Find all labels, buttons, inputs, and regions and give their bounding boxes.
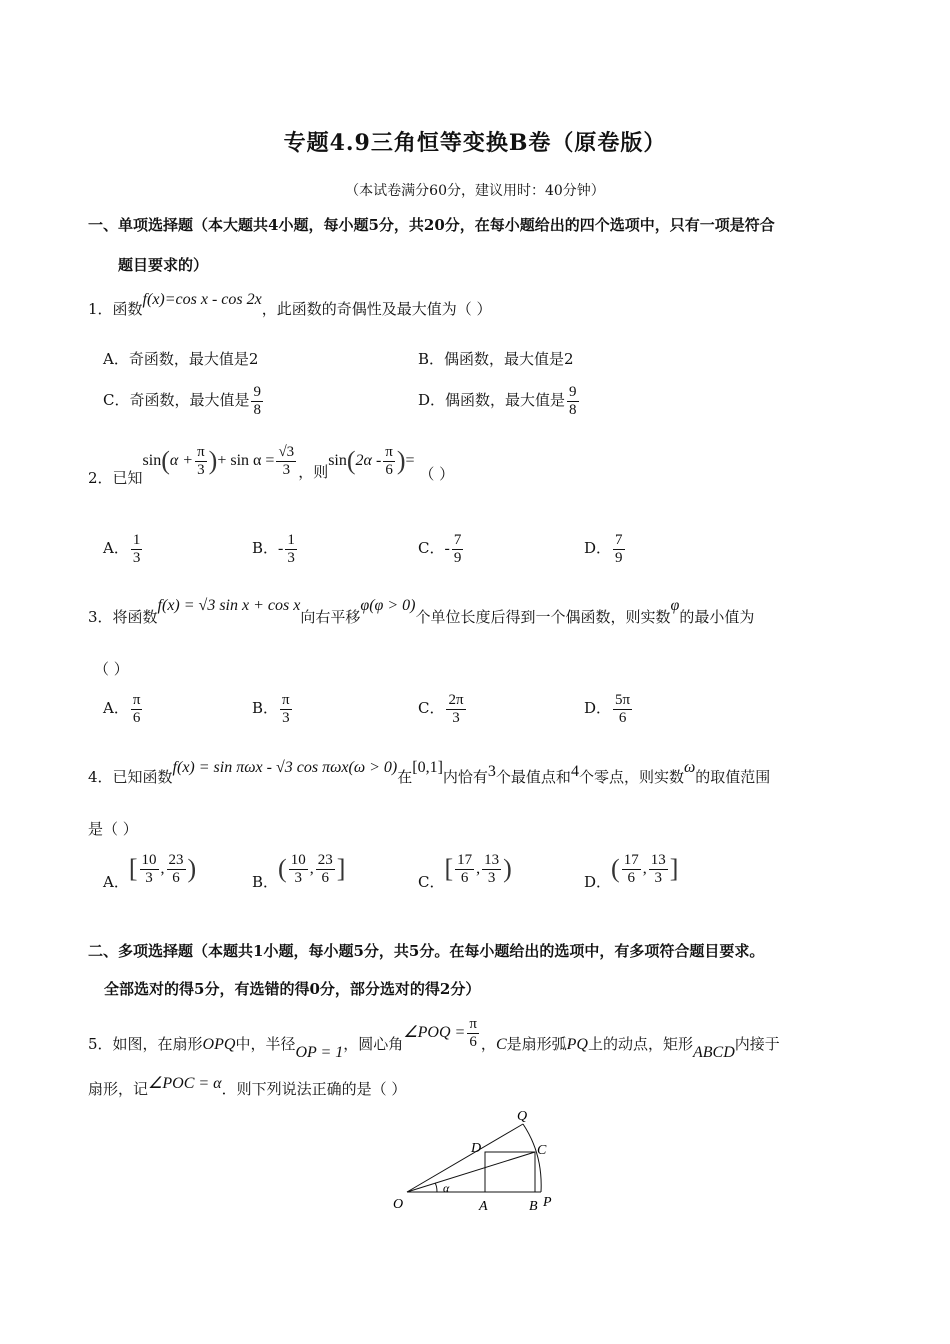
q4-formula: f(x) = sin πωx - √3 cos πωx(ω > 0) (172, 759, 398, 776)
q3-stem (88, 597, 755, 627)
q5-op1: OP = 1 (295, 1044, 344, 1061)
q1-stem (88, 291, 492, 319)
section2-heading: 二、多项选择题（本题共1小题，每小题5分，共5分。在每小题给出的选项中，有多项符合题目要求。 (88, 942, 765, 960)
q3-phi: φ (670, 597, 680, 614)
q1-option-b[interactable]: B．偶函数，最大值是2 (418, 350, 574, 368)
q2-num: 2．已知 (88, 469, 143, 487)
q3-paren: （ ） (94, 660, 129, 678)
q3-option-b[interactable]: B． $\frac{\pi}{3}$ (252, 692, 290, 726)
q4-option-b[interactable]: B．( $\frac{10}{3}$ , $\frac{23}{6}$ ] (252, 852, 346, 891)
q3-tail: 个单位长度后得到一个偶函数，则实数 (415, 608, 671, 626)
label-d: D (471, 1141, 482, 1156)
q2-option-b[interactable]: B．- $\frac{1}{3}$ (252, 532, 295, 566)
q1-option-d-label: D．偶函数，最大值是 (418, 391, 566, 409)
q3-option-a[interactable]: A． $\frac{\pi}{6}$ (103, 692, 141, 726)
label-q: Q (517, 1109, 528, 1124)
q5-num: 5．如图，在扇形 (88, 1035, 203, 1053)
q5-angle: ∠POQ = (403, 1024, 466, 1041)
section1-heading: 一、单项选择题（本大题共4小题，每小题5分，共20分，在每小题给出的四个选项中，只有一项是符合 (88, 216, 775, 234)
q2-two-alpha: 2α - (355, 452, 382, 469)
q3-option-c[interactable]: C． $\frac{2\pi}{3}$ (418, 692, 464, 726)
label-alpha: α (443, 1181, 450, 1195)
label-o: O (393, 1197, 404, 1212)
q4-num: 4．已知函数 (88, 768, 173, 786)
q3-phi-cond: φ(φ > 0) (360, 597, 416, 614)
label-p: P (543, 1195, 552, 1210)
q4-option-d[interactable]: D．( $\frac{17}{6}$ , $\frac{13}{3}$ ] (584, 852, 679, 891)
page-title: 专题4.9三角恒等变换B卷（原卷版） (283, 130, 667, 156)
segment-oq (407, 1124, 523, 1192)
label-a: A (479, 1199, 488, 1214)
section2-heading-cont: 全部选对的得5分，有选错的得0分，部分选对的得2分） (104, 980, 481, 998)
q2-then: ，则 (298, 463, 329, 481)
q2-plus-sin: + sin α = (217, 452, 275, 469)
q4-option-a[interactable]: A．[ $\frac{10}{3}$ , $\frac{23}{6}$ ) (103, 852, 197, 891)
label-b: B (529, 1199, 538, 1214)
q5-poc: ∠POC = α (148, 1075, 222, 1092)
q2-sin1: sin (142, 452, 162, 469)
q2-paren: （ ） (419, 465, 455, 483)
q3-option-d[interactable]: D． $\frac{5\pi}{6}$ (584, 692, 631, 726)
q2-sin2: sin (328, 452, 347, 469)
q1-num: 1．函数 (88, 300, 143, 318)
q1-option-d-frac: $\frac{9}{8}$ (569, 384, 577, 418)
q1-formula: f(x)=cos x - cos 2x (142, 291, 262, 308)
q4-interval: [0,1] (412, 759, 443, 776)
q4-option-c[interactable]: C．[ $\frac{17}{6}$ , $\frac{13}{3}$ ) (418, 852, 512, 891)
q4-line2: 是（ ） (88, 820, 138, 838)
label-c: C (537, 1143, 547, 1158)
q1-option-d[interactable] (418, 384, 581, 418)
arc-pq (523, 1124, 541, 1192)
q2-option-d[interactable]: D． $\frac{7}{9}$ (584, 532, 623, 566)
rectangle-abcd (485, 1152, 535, 1192)
page-subtitle: （本试卷满分60分，建议用时：40分钟） (345, 183, 605, 199)
segment-oc (407, 1152, 535, 1192)
q4-stem: 4．已知函数f(x) = sin πωx - √3 cos πωx(ω > 0)在[0,1]内恰有3个最值点和4个零点，则实数ω的取值范围 (88, 759, 771, 786)
section1-heading-cont: 题目要求的） (118, 256, 209, 274)
q2-alpha-plus: α + (169, 452, 194, 469)
q5-line2: 扇形，记∠POC = α．则下列说法正确的是（ ） (88, 1075, 407, 1098)
q1-option-a[interactable]: A．奇函数，最大值是2 (103, 350, 259, 368)
q3-tail2: 的最小值为 (679, 608, 755, 626)
q1-option-c[interactable] (103, 384, 265, 418)
q2-option-a[interactable]: A． $\frac{1}{3}$ (103, 532, 141, 566)
q3-formula: f(x) = √3 sin x + cos x (157, 597, 301, 614)
q1-option-c-label: C．奇函数，最大值是 (103, 391, 250, 409)
angle-alpha-arc (435, 1183, 437, 1192)
q5-stem: 5．如图，在扇形OPQ中，半径OP = 1，圆心角∠POQ = $\frac{\pi}{6}$ ，C是扇形弧PQ上的动点，矩形ABCD内接于 (88, 1016, 780, 1061)
q2-option-c[interactable]: C．- $\frac{7}{9}$ (418, 532, 462, 566)
q1-option-c-frac: $\frac{9}{8}$ (253, 384, 261, 418)
q2-stem: 2．已知sin(α + $\frac{\pi}{3}$ )+ sin α = $\frac{√3}{3}$ ，则sin(2α - $\frac{\pi}{6}$ )= （ ） (88, 444, 455, 487)
q3-num: 3．将函数 (88, 608, 158, 626)
sector-figure (385, 1106, 565, 1214)
q1-tail: ，此函数的奇偶性及最大值为（ ） (261, 300, 492, 318)
q3-mid: 向右平移 (300, 608, 361, 626)
